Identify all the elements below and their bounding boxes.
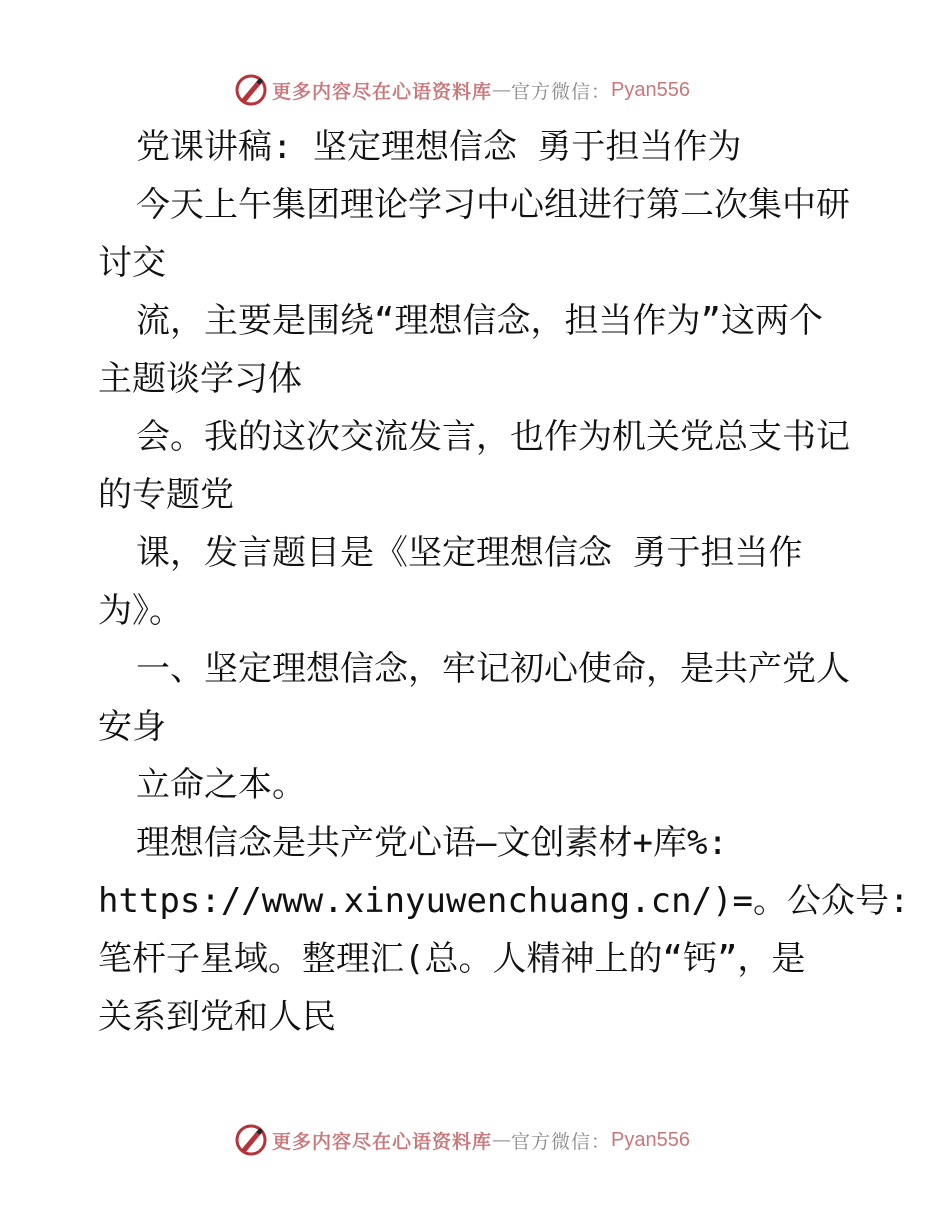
pen-logo-icon (234, 73, 268, 107)
paragraph-line: 主题谈学习体 (98, 359, 302, 399)
section-heading-line: 一、坚定理想信念，牢记初心使命，是共产党人 (136, 649, 850, 689)
paragraph-line: 流，主要是围绕“理想信念，担当作为”这两个 (136, 301, 823, 341)
paragraph-line: 讨交 (98, 243, 166, 283)
watermark-brand: 更多内容尽在心语资料库 (272, 1130, 493, 1153)
paragraph-line: 的专题党 (98, 475, 234, 515)
pen-logo-icon (234, 1123, 268, 1157)
watermark-separator: — (492, 79, 512, 101)
watermark-wechat-label: 官方微信： (511, 80, 612, 103)
watermark-separator: — (492, 1129, 512, 1151)
document-title: 党课讲稿: 坚定理想信念 勇于担当作为 (136, 127, 742, 167)
section-heading-line: 安身 (98, 707, 166, 747)
paragraph-line: 会。我的这次交流发言，也作为机关党总支书记 (136, 417, 850, 457)
paragraph-line: 今天上午集团理论学习中心组进行第二次集中研 (136, 185, 850, 225)
paragraph-line: 关系到党和人民 (98, 997, 336, 1037)
paragraph-line: 理想信念是共产党心语—文创素材+库%: (136, 823, 728, 863)
watermark-wechat-id: Pyan556 (611, 1128, 690, 1151)
watermark-wechat-label: 官方微信： (511, 1130, 612, 1153)
header-watermark (234, 70, 690, 110)
paragraph-line: 为》。 (98, 591, 183, 631)
watermark-wechat-id: Pyan556 (611, 78, 690, 101)
paragraph-line: https://www.xinyuwenchuang.cn/)=。公众号: (98, 881, 910, 921)
paragraph-line: 笔杆子星域。整理汇(总。人精神上的“钙”，是 (98, 939, 806, 979)
footer-watermark (234, 1120, 690, 1160)
watermark-brand: 更多内容尽在心语资料库 (272, 80, 493, 103)
section-heading-line: 立命之本。 (136, 765, 306, 805)
paragraph-line: 课，发言题目是《坚定理想信念 勇于担当作 (136, 533, 803, 573)
